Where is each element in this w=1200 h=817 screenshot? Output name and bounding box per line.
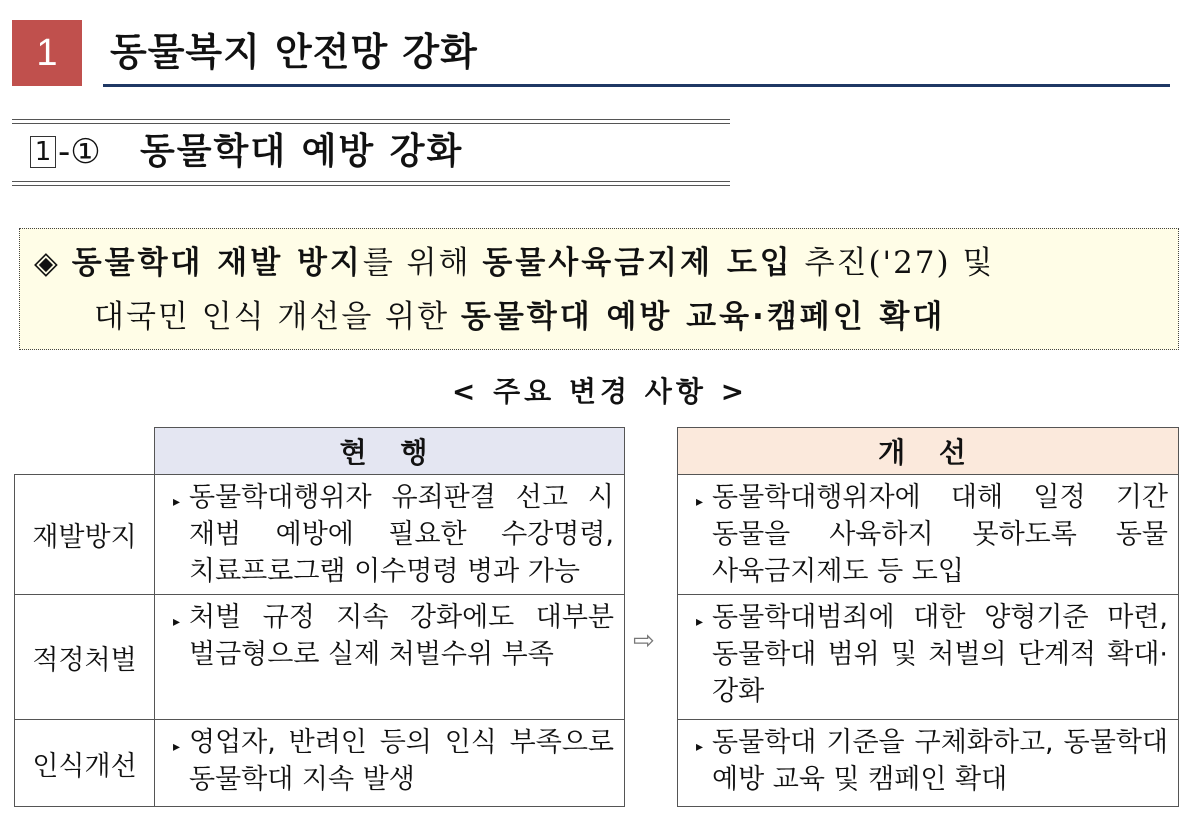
subsection-number [30, 130, 101, 174]
row-label: 재발방지 [14, 474, 155, 595]
bullet-icon: ▸ [696, 494, 704, 510]
summary-line-2 [94, 297, 945, 337]
header-current: 현 행 [154, 427, 625, 475]
summary-text: 추진('27) 및 [792, 245, 995, 281]
subsection-bottom-rule-2 [12, 185, 730, 186]
header-improved: 개 선 [677, 427, 1179, 475]
current-cell [154, 594, 625, 720]
current-text: 영업자, 반려인 등의 인식 부족으로 동물학대 지속 발생 [189, 727, 614, 795]
summary-text: 를 위해 [362, 245, 483, 281]
subsection-bottom-rule [12, 181, 730, 182]
current-cell [154, 474, 625, 595]
summary-emphasis: 동물사육금지제 도입 [482, 245, 793, 281]
summary-box [19, 228, 1179, 350]
summary-text: 대국민 인식 개선을 위한 [94, 299, 461, 335]
section-underline [103, 84, 1170, 87]
summary-line-1 [34, 243, 994, 283]
subsection-top-rule-2 [12, 123, 730, 124]
improved-cell [677, 474, 1179, 595]
bullet-icon: ▸ [173, 494, 181, 510]
summary-marker-icon: ◈ [34, 245, 60, 281]
subsection-top-rule [12, 119, 730, 120]
table-caption: < 주요 변경 사항 > [451, 375, 749, 408]
summary-emphasis: 동물학대 예방 교육·캠페인 확대 [460, 299, 946, 335]
bullet-icon: ▸ [696, 739, 704, 755]
row-label: 인식개선 [14, 719, 155, 807]
subsection-number-suffix: -① [58, 132, 101, 172]
subsection-boxed-number: 1 [30, 136, 56, 168]
improved-text: 동물학대범죄에 대한 양형기준 마련, 동물학대 범위 및 처벌의 단계적 확대·강화 [712, 602, 1168, 707]
bullet-icon: ▸ [173, 739, 181, 755]
current-cell [154, 719, 625, 807]
subsection-title: 동물학대 예방 강화 [140, 131, 464, 172]
arrow-right-icon: ⇨ [633, 626, 655, 656]
improved-cell [677, 719, 1179, 807]
row-label: 적정처벌 [14, 594, 155, 720]
section-title: 동물복지 안전망 강화 [110, 30, 478, 74]
improved-text: 동물학대행위자에 대해 일정 기간 동물을 사육하지 못하도록 동물 사육금지제도 등 도입 [712, 482, 1168, 587]
current-text: 동물학대행위자 유죄판결 선고 시 재범 예방에 필요한 수강명령, 치료프로그램 이수명령 병과 가능 [189, 482, 614, 587]
section-number-badge: 1 [12, 20, 82, 86]
summary-emphasis: 동물학대 재발 방지 [71, 245, 363, 281]
improved-text: 동물학대 기준을 구체화하고, 동물학대 예방 교육 및 캠페인 확대 [712, 727, 1168, 795]
bullet-icon: ▸ [173, 614, 181, 630]
improved-cell [677, 594, 1179, 720]
bullet-icon: ▸ [696, 614, 704, 630]
current-text: 처벌 규정 지속 강화에도 대부분 벌금형으로 실제 처벌수위 부족 [189, 602, 614, 670]
